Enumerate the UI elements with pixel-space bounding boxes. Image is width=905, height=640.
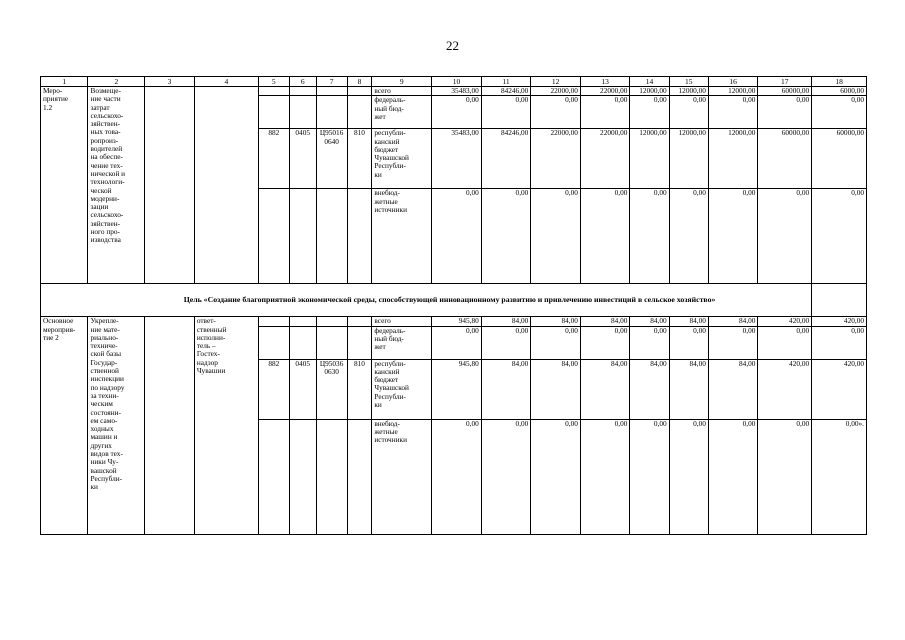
column-header: 11 (481, 77, 531, 87)
value-cell: 0,00 (758, 189, 812, 284)
empty-cell (316, 419, 347, 534)
value-cell: 84,00 (708, 317, 758, 326)
value-cell: 0,00 (580, 326, 630, 359)
value-cell: 0,00 (531, 419, 581, 534)
column-header: 5 (258, 77, 289, 87)
column-header: 1 (41, 77, 88, 87)
column-header: 8 (347, 77, 372, 87)
value-cell: 84,00 (580, 317, 630, 326)
value-cell: 0,00 (481, 326, 531, 359)
value-cell: 0,00 (481, 419, 531, 534)
value-cell: 0,00 (708, 419, 758, 534)
value-cell: 0,00 (580, 419, 630, 534)
header-row (41, 77, 867, 87)
value-cell: 420,00 (758, 317, 812, 326)
value-cell: 0,00 (812, 189, 867, 284)
empty-cell (316, 317, 347, 326)
page-number: 22 (446, 38, 459, 53)
code-cell: 0405 (289, 359, 316, 419)
empty-cell (289, 419, 316, 534)
goal-spacer (812, 284, 867, 317)
empty-cell (145, 87, 195, 284)
value-cell: 0,00 (630, 96, 669, 129)
value-cell: 0,00 (708, 189, 758, 284)
empty-cell (258, 87, 289, 96)
funding-source: всего (372, 87, 432, 96)
empty-cell (289, 96, 316, 129)
value-cell: 0,00 (481, 96, 531, 129)
value-cell: 22000,00 (580, 87, 630, 96)
value-cell: 0,00». (812, 419, 867, 534)
empty-cell (258, 326, 289, 359)
value-cell: 0,00 (580, 96, 630, 129)
value-cell: 945,80 (432, 317, 482, 326)
event-number: Основное мероприя- тие 2 (41, 317, 88, 534)
value-cell: 420,00 (812, 359, 867, 419)
value-cell: 0,00 (669, 419, 708, 534)
value-cell: 0,00 (531, 326, 581, 359)
funding-source: внебюд- жетные источники (372, 189, 432, 284)
column-header: 17 (758, 77, 812, 87)
value-cell: 60000,00 (758, 87, 812, 96)
value-cell: 35483,00 (432, 129, 482, 189)
empty-cell (347, 317, 372, 326)
funding-source: федераль- ный бюд- жет (372, 326, 432, 359)
value-cell: 60000,00 (812, 129, 867, 189)
value-cell: 0,00 (432, 189, 482, 284)
value-cell: 420,00 (812, 317, 867, 326)
column-header: 12 (531, 77, 581, 87)
value-cell: 22000,00 (580, 129, 630, 189)
value-cell: 84,00 (630, 317, 669, 326)
block2-row (41, 317, 867, 326)
value-cell: 0,00 (531, 189, 581, 284)
empty-cell (289, 326, 316, 359)
value-cell: 84,00 (580, 359, 630, 419)
value-cell: 0,00 (758, 96, 812, 129)
value-cell: 0,00 (708, 96, 758, 129)
value-cell: 35483,00 (432, 87, 482, 96)
value-cell: 0,00 (432, 96, 482, 129)
code-cell: 810 (347, 359, 372, 419)
value-cell: 84246,00 (481, 87, 531, 96)
value-cell: 12000,00 (630, 129, 669, 189)
block1-row (41, 87, 867, 96)
empty-cell (347, 189, 372, 284)
column-header: 14 (630, 77, 669, 87)
empty-cell (289, 189, 316, 284)
funding-source: внебюд- жетные источники (372, 419, 432, 534)
column-header: 9 (372, 77, 432, 87)
code-cell: 810 (347, 129, 372, 189)
value-cell: 12000,00 (630, 87, 669, 96)
value-cell: 0,00 (812, 326, 867, 359)
value-cell: 0,00 (432, 326, 482, 359)
column-header: 15 (669, 77, 708, 87)
value-cell: 0,00 (812, 96, 867, 129)
column-header: 7 (316, 77, 347, 87)
funding-source: всего (372, 317, 432, 326)
empty-cell (316, 189, 347, 284)
goal-text: Цель «Создание благоприятной экономической среды, способствующей инновационному развитию и привлечению инвестиций в сельское хозяйство» (88, 284, 812, 317)
value-cell: 6000,00 (812, 87, 867, 96)
event-number: Меро- приятие 1.2 (41, 87, 88, 284)
value-cell: 22000,00 (531, 129, 581, 189)
empty-cell (347, 96, 372, 129)
value-cell: 84,00 (630, 359, 669, 419)
code-cell: 0405 (289, 129, 316, 189)
value-cell: 0,00 (669, 189, 708, 284)
code-cell: Ц95036 0630 (316, 359, 347, 419)
column-header: 2 (88, 77, 145, 87)
empty-cell (347, 326, 372, 359)
value-cell: 0,00 (669, 96, 708, 129)
goal-row (41, 284, 867, 317)
value-cell: 12000,00 (708, 87, 758, 96)
value-cell: 420,00 (758, 359, 812, 419)
value-cell: 60000,00 (758, 129, 812, 189)
value-cell: 0,00 (531, 96, 581, 129)
value-cell: 84,00 (531, 317, 581, 326)
empty-cell (316, 326, 347, 359)
goal-spacer (41, 284, 88, 317)
value-cell: 0,00 (630, 189, 669, 284)
value-cell: 0,00 (630, 326, 669, 359)
column-header: 10 (432, 77, 482, 87)
empty-cell (289, 87, 316, 96)
empty-cell (145, 317, 195, 534)
value-cell: 84,00 (531, 359, 581, 419)
empty-cell (347, 87, 372, 96)
value-cell: 84,00 (481, 317, 531, 326)
value-cell: 0,00 (432, 419, 482, 534)
value-cell: 12000,00 (708, 129, 758, 189)
funding-source: федераль- ный бюд- жет (372, 96, 432, 129)
value-cell: 12000,00 (669, 87, 708, 96)
value-cell: 84,00 (708, 359, 758, 419)
code-cell: Ц95016 0640 (316, 129, 347, 189)
value-cell: 12000,00 (669, 129, 708, 189)
funding-source: республи- канский бюджет Чувашской Республи- ки (372, 359, 432, 419)
empty-cell (289, 317, 316, 326)
code-cell: 882 (258, 359, 289, 419)
value-cell: 22000,00 (531, 87, 581, 96)
code-cell: 882 (258, 129, 289, 189)
event-name: Возмеще- ние части затрат сельскохо- зяйствен- ных това- ропроиз- водителей на обеспе- чение тех- нической и технологи- ческой модерни- зации сельскохо- зяйствен- ного про- изводства (88, 87, 145, 284)
event-name: Укрепле- ние мате- риально- техниче- ской базы Государ- ственной инспекции по надзору за техни- ческим состояни- ем само- ходных машин и других видов тех- ники Чу- вашской Республи- ки (88, 317, 145, 534)
column-header: 16 (708, 77, 758, 87)
empty-cell (258, 189, 289, 284)
empty-cell (316, 87, 347, 96)
value-cell: 0,00 (758, 419, 812, 534)
value-cell: 945,80 (432, 359, 482, 419)
value-cell: 84,00 (669, 359, 708, 419)
value-cell: 0,00 (580, 189, 630, 284)
empty-cell (194, 87, 258, 284)
value-cell: 84,00 (669, 317, 708, 326)
empty-cell (316, 96, 347, 129)
value-cell: 0,00 (758, 326, 812, 359)
column-header: 18 (812, 77, 867, 87)
empty-cell (258, 96, 289, 129)
value-cell: 0,00 (630, 419, 669, 534)
column-header: 6 (289, 77, 316, 87)
value-cell: 0,00 (669, 326, 708, 359)
empty-cell (347, 419, 372, 534)
funding-source: республи- канский бюджет Чувашской Республи- ки (372, 129, 432, 189)
empty-cell (258, 419, 289, 534)
value-cell: 84,00 (481, 359, 531, 419)
value-cell: 84246,00 (481, 129, 531, 189)
value-cell: 0,00 (708, 326, 758, 359)
column-header: 13 (580, 77, 630, 87)
budget-table (40, 76, 867, 535)
responsible-executor: ответ- ственный исполни- тель – Гостех- надзор Чувашии (194, 317, 258, 534)
value-cell: 0,00 (481, 189, 531, 284)
column-header: 4 (194, 77, 258, 87)
empty-cell (258, 317, 289, 326)
column-header: 3 (145, 77, 195, 87)
